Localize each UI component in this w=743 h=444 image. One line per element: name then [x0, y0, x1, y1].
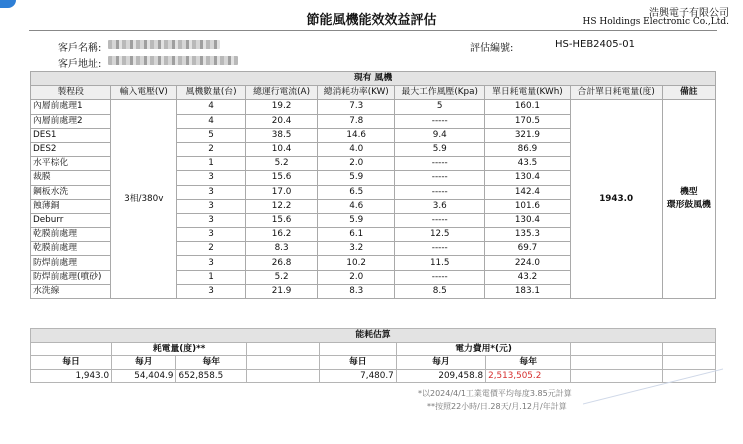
client-address-label: 客戶地址: — [58, 59, 102, 70]
pressure-cell: 5.9 — [395, 142, 485, 156]
pressure-cell: 8.5 — [395, 284, 485, 298]
pressure-cell: ----- — [395, 185, 485, 199]
column-header: 總運行電流(A) — [246, 86, 318, 100]
pressure-cell: ----- — [395, 242, 485, 256]
power-cell: 10.2 — [318, 256, 395, 270]
current-fan-section-title: 現有 風機 — [31, 72, 716, 86]
qty-cell: 3 — [177, 284, 246, 298]
column-header: 輸入電壓(V) — [111, 86, 177, 100]
daily-cell: 43.5 — [485, 157, 571, 171]
qty-cell: 3 — [177, 199, 246, 213]
pressure-cell: 9.4 — [395, 128, 485, 142]
process-cell: 鋼板水洗 — [31, 185, 111, 199]
current-fan-column-headers — [31, 86, 716, 100]
qty-cell: 1 — [177, 270, 246, 284]
eval-no-value: HS-HEB2405-01 — [555, 39, 635, 50]
eval-no-label: 評估編號: — [470, 43, 514, 54]
process-cell: 乾膜前處理 — [31, 228, 111, 242]
column-header: 總消耗功率(KW) — [318, 86, 395, 100]
power-cell: 5.9 — [318, 213, 395, 227]
qty-cell: 2 — [177, 142, 246, 156]
process-cell: 內層前處理2 — [31, 114, 111, 128]
total-daily-cell: 1943.0 — [570, 100, 662, 299]
pressure-cell: 5 — [395, 100, 485, 114]
daily-cell: 183.1 — [485, 284, 571, 298]
qty-cell: 5 — [177, 128, 246, 142]
power-cell: 3.2 — [318, 242, 395, 256]
power-cell: 14.6 — [318, 128, 395, 142]
process-cell: DES2 — [31, 142, 111, 156]
power-cell: 7.8 — [318, 114, 395, 128]
client-name-label: 客戶名稱: — [58, 43, 102, 54]
qty-cell: 3 — [177, 213, 246, 227]
process-cell: 水平棕化 — [31, 157, 111, 171]
qty-cell: 2 — [177, 242, 246, 256]
column-header: 最大工作風壓(Kpa) — [395, 86, 485, 100]
qty-cell: 3 — [177, 171, 246, 185]
column-header: 備註 — [662, 86, 715, 100]
daily-cell: 86.9 — [485, 142, 571, 156]
current-cell: 20.4 — [246, 114, 318, 128]
current-cell: 17.0 — [246, 185, 318, 199]
column-header: 風機數量(台) — [177, 86, 246, 100]
pressure-cell: 3.6 — [395, 199, 485, 213]
col-daily: 每日 — [31, 356, 112, 370]
pressure-cell: ----- — [395, 157, 485, 171]
col-yearly: 每年 — [486, 356, 571, 370]
process-cell: 防焊前處理 — [31, 256, 111, 270]
table-row — [31, 100, 716, 114]
current-cell: 15.6 — [246, 213, 318, 227]
current-cell: 26.8 — [246, 256, 318, 270]
daily-cell: 142.4 — [485, 185, 571, 199]
qty-cell: 3 — [177, 185, 246, 199]
daily-cell: 224.0 — [485, 256, 571, 270]
qty-cell: 1 — [177, 157, 246, 171]
cost-label: 電力費用*(元) — [396, 342, 571, 356]
pressure-cell: ----- — [395, 114, 485, 128]
current-cell: 5.2 — [246, 157, 318, 171]
pressure-cell: 11.5 — [395, 256, 485, 270]
process-cell: DES1 — [31, 128, 111, 142]
power-cell: 8.3 — [318, 284, 395, 298]
pressure-cell: 12.5 — [395, 228, 485, 242]
daily-cell: 321.9 — [485, 128, 571, 142]
qty-cell: 3 — [177, 256, 246, 270]
daily-cell: 69.7 — [485, 242, 571, 256]
process-cell: Deburr — [31, 213, 111, 227]
power-cell: 7.3 — [318, 100, 395, 114]
process-cell: 防焊前處理(噴砂) — [31, 270, 111, 284]
column-header: 製程段 — [31, 86, 111, 100]
current-cell: 38.5 — [246, 128, 318, 142]
process-cell: 蝕薄銅 — [31, 199, 111, 213]
col-yearly: 每年 — [176, 356, 247, 370]
power-cell: 6.5 — [318, 185, 395, 199]
daily-cell: 130.4 — [485, 213, 571, 227]
energy-estimate-table — [30, 328, 716, 383]
corner-logo — [0, 0, 16, 8]
power-cell: 2.0 — [318, 157, 395, 171]
current-cell: 15.6 — [246, 171, 318, 185]
power-cell: 2.0 — [318, 270, 395, 284]
process-cell: 乾膜前處理 — [31, 242, 111, 256]
current-cell: 12.2 — [246, 199, 318, 213]
current-cell: 21.9 — [246, 284, 318, 298]
col-monthly: 每月 — [112, 356, 176, 370]
pressure-cell: ----- — [395, 270, 485, 284]
daily-cell: 135.3 — [485, 228, 571, 242]
document-title: 節能風機能效效益評估 — [306, 13, 437, 28]
column-header: 合計單日耗電量(度) — [570, 86, 662, 100]
daily-cell: 160.1 — [485, 100, 571, 114]
process-cell: 水洗線 — [31, 284, 111, 298]
daily-cell: 130.4 — [485, 171, 571, 185]
pressure-cell: ----- — [395, 171, 485, 185]
power-cell: 4.6 — [318, 199, 395, 213]
footnote-hours: **按照22小時/日.28天/月.12月/年計算 — [427, 402, 567, 411]
pressure-cell: ----- — [395, 213, 485, 227]
current-cell: 10.4 — [246, 142, 318, 156]
remark-line2: 環形鼓風機 — [666, 200, 711, 211]
daily-cell: 43.2 — [485, 270, 571, 284]
consumption-label: 耗電量(度)** — [112, 342, 247, 356]
daily-cell: 101.6 — [485, 199, 571, 213]
voltage-cell: 3相/380v — [111, 100, 177, 299]
col-monthly: 每月 — [396, 356, 485, 370]
redacted-client-name — [108, 40, 220, 49]
daily-cell: 170.5 — [485, 114, 571, 128]
remark-cell — [662, 100, 715, 299]
cost-daily-value: 7,480.7 — [319, 369, 396, 383]
cons-yearly-value: 652,858.5 — [176, 369, 247, 383]
cons-monthly-value: 54,404.9 — [112, 369, 176, 383]
power-cell: 6.1 — [318, 228, 395, 242]
qty-cell: 4 — [177, 114, 246, 128]
cost-monthly-value: 209,458.8 — [396, 369, 485, 383]
process-cell: 內層前處理1 — [31, 100, 111, 114]
company-name-zh: 浩興電子有限公司 — [649, 8, 729, 19]
estimate-section-title: 能耗估算 — [31, 329, 716, 343]
current-cell: 8.3 — [246, 242, 318, 256]
power-cell: 5.9 — [318, 171, 395, 185]
power-cell: 4.0 — [318, 142, 395, 156]
footnote-price: *以2024/4/1工業電價平均每度3.85元計算 — [418, 389, 572, 398]
company-name-en: HS Holdings Electronic Co.,Ltd. — [582, 17, 729, 27]
column-header: 單日耗電量(KWh) — [485, 86, 571, 100]
current-fan-table — [30, 71, 716, 299]
header-divider — [29, 30, 717, 31]
cost-yearly-value: 2,513,505.2 — [486, 369, 571, 383]
process-cell: 裁膜 — [31, 171, 111, 185]
current-cell: 5.2 — [246, 270, 318, 284]
qty-cell: 3 — [177, 228, 246, 242]
remark-line1: 機型 — [680, 187, 698, 198]
col-daily: 每日 — [319, 356, 396, 370]
cons-daily-value: 1,943.0 — [31, 369, 112, 383]
redacted-client-address — [108, 56, 238, 65]
current-cell: 16.2 — [246, 228, 318, 242]
qty-cell: 4 — [177, 100, 246, 114]
current-cell: 19.2 — [246, 100, 318, 114]
